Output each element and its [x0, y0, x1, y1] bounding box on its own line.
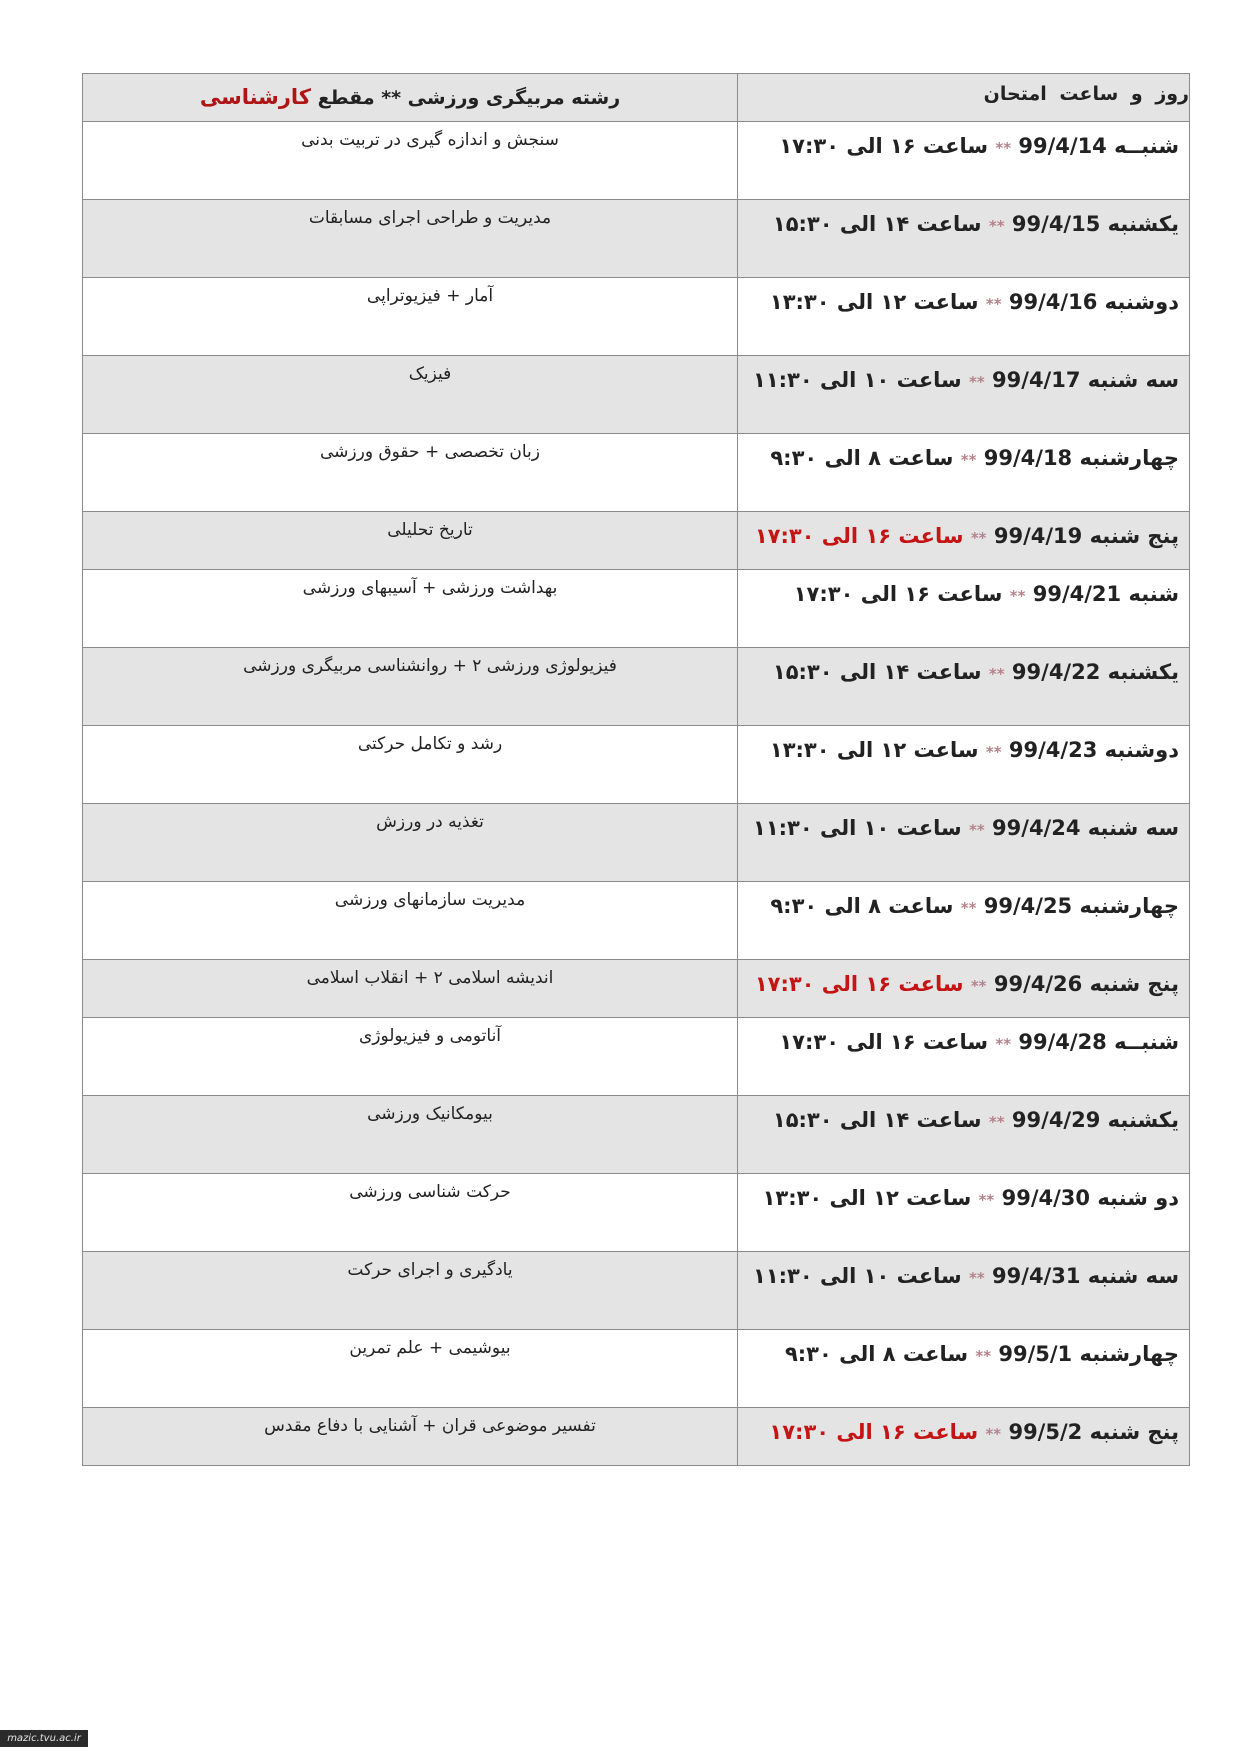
table-row	[83, 570, 1190, 648]
table-row	[83, 882, 1190, 960]
exam-date: 99/4/17	[992, 368, 1081, 392]
separator-stars: **	[995, 1035, 1012, 1053]
exam-day: پنج شنبه	[1089, 1420, 1179, 1444]
exam-day: دو شنبه	[1097, 1186, 1179, 1210]
exam-datetime-cell	[738, 122, 1190, 200]
header-course	[83, 74, 738, 122]
exam-date: 99/4/29	[1011, 1108, 1101, 1132]
exam-date: 99/4/23	[1008, 738, 1098, 762]
exam-date: 99/4/16	[1008, 290, 1098, 314]
exam-time: ساعت ۱۶ الی ۱۷:۳۰	[779, 1030, 989, 1054]
exam-day: شنبــه	[1114, 134, 1179, 158]
course-name: تاریخ تحلیلی	[387, 520, 473, 540]
exam-datetime-cell	[738, 200, 1190, 278]
exam-datetime-cell	[738, 356, 1190, 434]
separator-stars: **	[995, 139, 1012, 157]
course-name-cell	[83, 1018, 738, 1096]
exam-datetime-cell	[738, 1330, 1190, 1408]
table-row	[83, 804, 1190, 882]
exam-day: سه شنبه	[1087, 368, 1179, 392]
exam-time: ساعت ۸ الی ۹:۳۰	[784, 1342, 969, 1366]
course-name-cell	[83, 512, 738, 570]
header-day-time: روز و ساعت امتحان	[738, 74, 1190, 122]
exam-datetime-cell	[738, 726, 1190, 804]
exam-time: ساعت ۱۰ الی ۱۱:۳۰	[753, 816, 962, 840]
course-name-cell	[83, 570, 738, 648]
exam-datetime-cell	[738, 512, 1190, 570]
course-name: بهداشت ورزشی + آسیبهای ورزشی	[302, 578, 558, 598]
table-row	[83, 356, 1190, 434]
exam-time: ساعت ۱۲ الی ۱۳:۳۰	[769, 290, 979, 314]
table-row	[83, 278, 1190, 356]
exam-day: سه شنبه	[1087, 816, 1179, 840]
course-name: رشد و تکامل حرکتی	[357, 734, 503, 754]
exam-date: 99/5/1	[998, 1342, 1073, 1366]
exam-day: شنبــه	[1114, 1030, 1179, 1054]
table-row	[83, 1252, 1190, 1330]
exam-datetime-cell	[738, 648, 1190, 726]
exam-time: ساعت ۱۶ الی ۱۷:۳۰	[793, 582, 1003, 606]
exam-date: 99/4/28	[1018, 1030, 1107, 1054]
separator-stars: **	[988, 217, 1005, 235]
exam-time: ساعت ۱۴ الی ۱۵:۳۰	[772, 1108, 982, 1132]
table-row	[83, 648, 1190, 726]
exam-day: یکشنبه	[1107, 660, 1179, 684]
separator-stars: **	[970, 529, 987, 547]
separator-stars: **	[975, 1347, 992, 1365]
course-name: آناتومی و فیزیولوژی	[358, 1026, 502, 1046]
exam-date: 99/4/26	[993, 972, 1083, 996]
exam-time: ساعت ۸ الی ۹:۳۰	[770, 894, 954, 918]
exam-day: دوشنبه	[1104, 738, 1179, 762]
course-name: زبان تخصصی + حقوق ورزشی	[320, 442, 540, 462]
table-row	[83, 200, 1190, 278]
exam-day: یکشنبه	[1107, 1108, 1179, 1132]
exam-day: یکشنبه	[1107, 212, 1179, 236]
separator-stars: **	[970, 977, 987, 995]
course-name-cell	[83, 434, 738, 512]
exam-datetime-cell	[738, 434, 1190, 512]
separator-stars: **	[988, 665, 1005, 683]
exam-day: پنج شنبه	[1089, 524, 1179, 548]
exam-datetime-cell	[738, 882, 1190, 960]
course-name-cell	[83, 648, 738, 726]
course-name: فیزیک	[408, 364, 452, 384]
course-name-cell	[83, 1174, 738, 1252]
header-course-level: کارشناسی	[199, 85, 312, 109]
exam-time: ساعت ۸ الی ۹:۳۰	[770, 446, 954, 470]
table-row	[83, 122, 1190, 200]
schedule-body	[83, 122, 1190, 1466]
table-header-row	[83, 74, 1190, 122]
separator-stars: **	[985, 1425, 1002, 1443]
exam-day: پنج شنبه	[1089, 972, 1179, 996]
course-name-cell	[83, 1252, 738, 1330]
course-name: مدیریت و طراحی اجرای مسابقات	[308, 208, 552, 228]
separator-stars: **	[969, 373, 985, 391]
exam-datetime-cell	[738, 1174, 1190, 1252]
exam-date: 99/4/24	[992, 816, 1081, 840]
exam-datetime-cell	[738, 804, 1190, 882]
exam-time: ساعت ۱۴ الی ۱۵:۳۰	[772, 660, 982, 684]
exam-schedule-table	[82, 73, 1190, 1466]
exam-time: ساعت ۱۴ الی ۱۵:۳۰	[772, 212, 982, 236]
separator-stars: **	[969, 821, 985, 839]
exam-date: 99/4/22	[1011, 660, 1101, 684]
course-name: حرکت شناسی ورزشی	[349, 1182, 511, 1202]
exam-day: چهارشنبه	[1079, 894, 1179, 918]
course-name-cell	[83, 804, 738, 882]
separator-stars: **	[1009, 587, 1026, 605]
course-name: سنجش و اندازه گیری در تربیت بدنی	[301, 130, 559, 150]
course-name: مدیریت سازمانهای ورزشی	[334, 890, 526, 910]
exam-date: 99/4/21	[1032, 582, 1122, 606]
exam-date: 99/4/14	[1018, 134, 1107, 158]
exam-time: ساعت ۱۶ الی ۱۷:۳۰	[769, 1420, 979, 1444]
exam-date: 99/4/31	[992, 1264, 1081, 1288]
course-name-cell	[83, 1330, 738, 1408]
exam-date: 99/4/30	[1001, 1186, 1090, 1210]
exam-date: 99/4/25	[983, 894, 1073, 918]
course-name-cell	[83, 1096, 738, 1174]
course-name: بیومکانیک ورزشی	[367, 1104, 493, 1124]
exam-time: ساعت ۱۶ الی ۱۷:۳۰	[754, 972, 964, 996]
course-name-cell	[83, 1408, 738, 1466]
exam-time: ساعت ۱۶ الی ۱۷:۳۰	[779, 134, 989, 158]
table-row	[83, 434, 1190, 512]
exam-date: 99/4/19	[993, 524, 1083, 548]
separator-stars: **	[985, 295, 1002, 313]
separator-stars: **	[960, 451, 977, 469]
course-name-cell	[83, 960, 738, 1018]
exam-time: ساعت ۱۲ الی ۱۳:۳۰	[762, 1186, 972, 1210]
exam-date: 99/4/18	[983, 446, 1073, 470]
table-row	[83, 1330, 1190, 1408]
exam-datetime-cell	[738, 960, 1190, 1018]
exam-day: چهارشنبه	[1079, 1342, 1179, 1366]
exam-date: 99/5/2	[1008, 1420, 1083, 1444]
course-name-cell	[83, 278, 738, 356]
separator-stars: **	[985, 743, 1002, 761]
exam-time: ساعت ۱۲ الی ۱۳:۳۰	[769, 738, 979, 762]
exam-datetime-cell	[738, 1408, 1190, 1466]
separator-stars: **	[960, 899, 977, 917]
course-name: آمار + فیزیوتراپی	[366, 286, 494, 306]
course-name: فیزیولوژی ورزشی ۲ + روانشناسی مربیگری ورزشی	[243, 656, 617, 676]
exam-day: شنبه	[1128, 582, 1179, 606]
course-name-cell	[83, 726, 738, 804]
exam-datetime-cell	[738, 1252, 1190, 1330]
separator-stars: **	[978, 1191, 995, 1209]
separator-stars: **	[969, 1269, 985, 1287]
exam-datetime-cell	[738, 1018, 1190, 1096]
course-name: تغذیه در ورزش	[376, 812, 484, 832]
exam-datetime-cell	[738, 1096, 1190, 1174]
course-name-cell	[83, 356, 738, 434]
table-row	[83, 512, 1190, 570]
course-name: اندیشه اسلامی ۲ + انقلاب اسلامی	[306, 968, 554, 988]
course-name-cell	[83, 122, 738, 200]
table-row	[83, 1018, 1190, 1096]
exam-datetime-cell	[738, 278, 1190, 356]
course-name-cell	[83, 200, 738, 278]
course-name: بیوشیمی + علم تمرین	[349, 1338, 511, 1358]
exam-time: ساعت ۱۰ الی ۱۱:۳۰	[753, 368, 962, 392]
header-course-prefix: رشته مربیگری ورزشی ** مقطع	[317, 87, 621, 109]
exam-date: 99/4/15	[1011, 212, 1101, 236]
course-name: تفسیر موضوعی قران + آشنایی با دفاع مقدس	[264, 1416, 596, 1436]
course-name-cell	[83, 882, 738, 960]
exam-day: سه شنبه	[1087, 1264, 1179, 1288]
exam-day: دوشنبه	[1104, 290, 1179, 314]
course-name: یادگیری و اجرای حرکت	[347, 1260, 513, 1280]
table-row	[83, 1174, 1190, 1252]
exam-time: ساعت ۱۰ الی ۱۱:۳۰	[753, 1264, 962, 1288]
table-row	[83, 726, 1190, 804]
table-row	[83, 960, 1190, 1018]
footer-url[interactable]: mazic.tvu.ac.ir	[0, 1730, 88, 1747]
table-row	[83, 1096, 1190, 1174]
table-row	[83, 1408, 1190, 1466]
exam-day: چهارشنبه	[1079, 446, 1179, 470]
separator-stars: **	[988, 1113, 1005, 1131]
exam-datetime-cell	[738, 570, 1190, 648]
exam-time: ساعت ۱۶ الی ۱۷:۳۰	[754, 524, 964, 548]
